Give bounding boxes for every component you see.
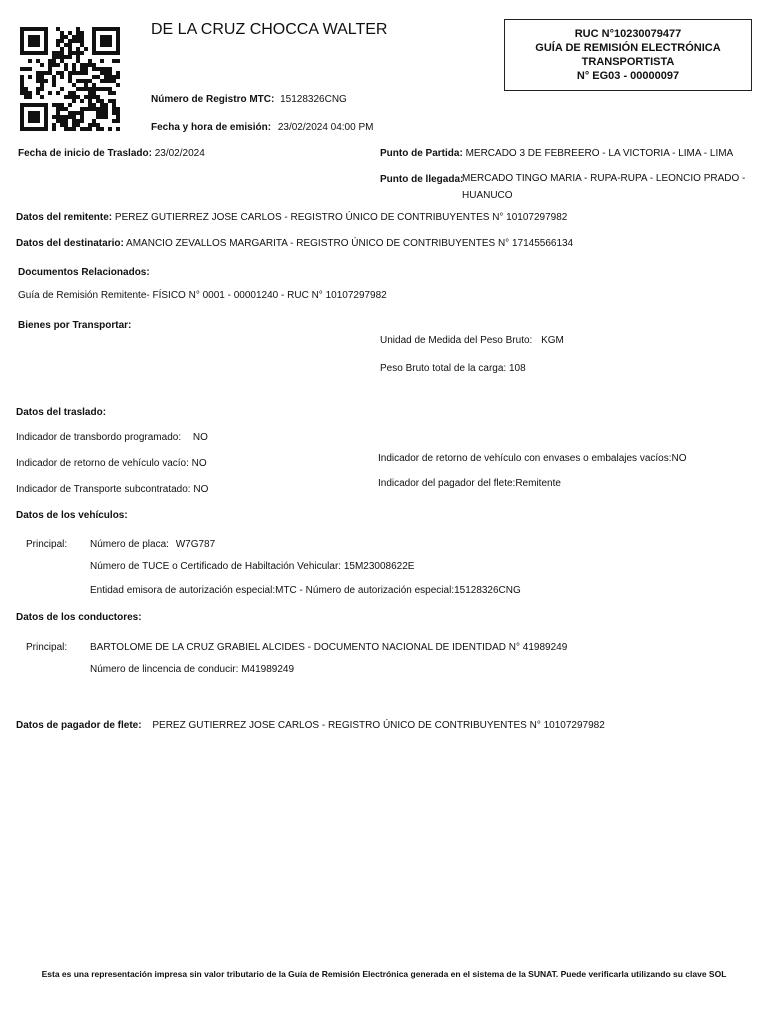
sender-label: Datos del remitente: [16, 212, 113, 223]
departure-label: Punto de Partida: [380, 148, 463, 159]
driver-license [90, 664, 294, 675]
license-value: M41989249 [241, 664, 295, 675]
gross-weight-unit [380, 335, 564, 346]
container-return-indicator [378, 453, 687, 464]
company-name: DE LA CRUZ CHOCCA WALTER [151, 21, 388, 38]
subcontracted-value: NO [193, 484, 209, 495]
document-type: GUÍA DE REMISIÓN ELECTRÓNICA [535, 42, 721, 54]
ruc-box [504, 19, 752, 91]
unit-value: KGM [541, 335, 564, 346]
subcontracted-label: Indicador de Transporte subcontratado: [16, 484, 191, 495]
container-return-value: NO [671, 453, 687, 464]
subcontracted-indicator [16, 484, 208, 495]
qr-code-icon [20, 27, 120, 131]
freight-payer-indicator [378, 478, 561, 489]
sender-value: PEREZ GUTIERREZ JOSE CARLOS - REGISTRO ÚNICO DE CONTRIBUYENTES N° 10107297982 [114, 212, 568, 223]
transfer-start-value: 23/02/2024 [154, 148, 205, 159]
recipient [16, 238, 573, 249]
emission-value: 23/02/2024 04:00 PM [277, 122, 374, 133]
plate-number [90, 539, 215, 550]
tuce-certificate [90, 561, 414, 572]
special-authorization: Entidad emisora de autorización especial:MTC - Número de autorización especial:15128326CNG [90, 585, 521, 596]
vehicles-label: Datos de los vehículos: [16, 510, 128, 521]
plate-value: W7G787 [175, 539, 216, 550]
transfer-start-label: Fecha de inicio de Traslado: [18, 148, 152, 159]
goods-label: Bienes por Transportar: [18, 320, 132, 331]
drivers-label: Datos de los conductores: [16, 612, 142, 623]
license-label: Número de lincencia de conducir: [90, 664, 239, 675]
vehicle-principal-label: Principal: [26, 539, 68, 550]
transfer-start [18, 148, 205, 159]
recipient-label: Datos del destinatario: [16, 238, 124, 249]
related-docs-label: Documentos Relacionados: [18, 267, 150, 278]
empty-return-label: Indicador de retorno de vehículo vacío: [16, 458, 189, 469]
plate-label: Número de placa: [90, 539, 169, 550]
transfer-data-label: Datos del traslado: [16, 407, 107, 418]
mtc-value: 15128326CNG [280, 94, 347, 105]
ruc-number: RUC N°10230079477 [574, 28, 682, 40]
transshipment-indicator [16, 432, 208, 443]
freight-payer [16, 720, 605, 731]
departure-value: MERCADO 3 DE FEBREERO - LA VICTORIA - LIMA - LIMA [465, 148, 734, 159]
gross-weight-total [380, 363, 526, 374]
emission-date [151, 122, 373, 133]
unit-label: Unidad de Medida del Peso Bruto: [380, 335, 533, 346]
arrival-point [380, 174, 463, 185]
empty-return-value: NO [191, 458, 207, 469]
emission-label: Fecha y hora de emisión: [151, 122, 272, 133]
tuce-value: 15M23008622E [343, 561, 415, 572]
footer-disclaimer: Esta es una representación impresa sin valor tributario de la Guía de Remisión Electrónica generada en el sistema de la SUNAT. Puede verificarla utilizando su clave SOL [41, 969, 727, 979]
departure-point [380, 148, 733, 159]
transshipment-label: Indicador de transbordo programado: [16, 432, 182, 443]
related-docs-value: Guía de Remisión Remitente- FÍSICO N° 0001 - 00001240 - RUC N° 10107297982 [18, 290, 387, 301]
driver-identity: BARTOLOME DE LA CRUZ GRABIEL ALCIDES - DOCUMENTO NACIONAL DE IDENTIDAD N° 41989249 [90, 642, 568, 653]
tuce-label: Número de TUCE o Certificado de Habiltación Vehicular: [90, 561, 342, 572]
mtc-label: Número de Registro MTC: [151, 94, 275, 105]
document-subtype: TRANSPORTISTA [581, 56, 675, 68]
arrival-label: Punto de llegada: [380, 174, 464, 185]
freight-payer-label: Datos de pagador de flete: [16, 720, 142, 731]
freight-payer-ind-label: Indicador del pagador del flete: [378, 478, 516, 489]
arrival-value: MERCADO TINGO MARIA - RUPA-RUPA - LEONCIO PRADO - HUANUCO [462, 173, 746, 201]
weight-value: 108 [508, 363, 526, 374]
recipient-value: AMANCIO ZEVALLOS MARGARITA - REGISTRO ÚNICO DE CONTRIBUYENTES N° 17145566134 [126, 238, 574, 249]
transshipment-value: NO [192, 432, 208, 443]
document-number: N° EG03 - 00000097 [576, 70, 680, 82]
mtc-registration [151, 94, 347, 105]
freight-payer-ind-value: Remitente [515, 478, 561, 489]
weight-label: Peso Bruto total de la carga: [380, 363, 507, 374]
sender [16, 212, 567, 223]
freight-payer-value: PEREZ GUTIERREZ JOSE CARLOS - REGISTRO ÚNICO DE CONTRIBUYENTES N° 10107297982 [152, 720, 605, 731]
container-return-label: Indicador de retorno de vehículo con envases o embalajes vacíos: [378, 453, 672, 464]
driver-principal-label: Principal: [26, 642, 68, 653]
empty-return-indicator [16, 458, 207, 469]
